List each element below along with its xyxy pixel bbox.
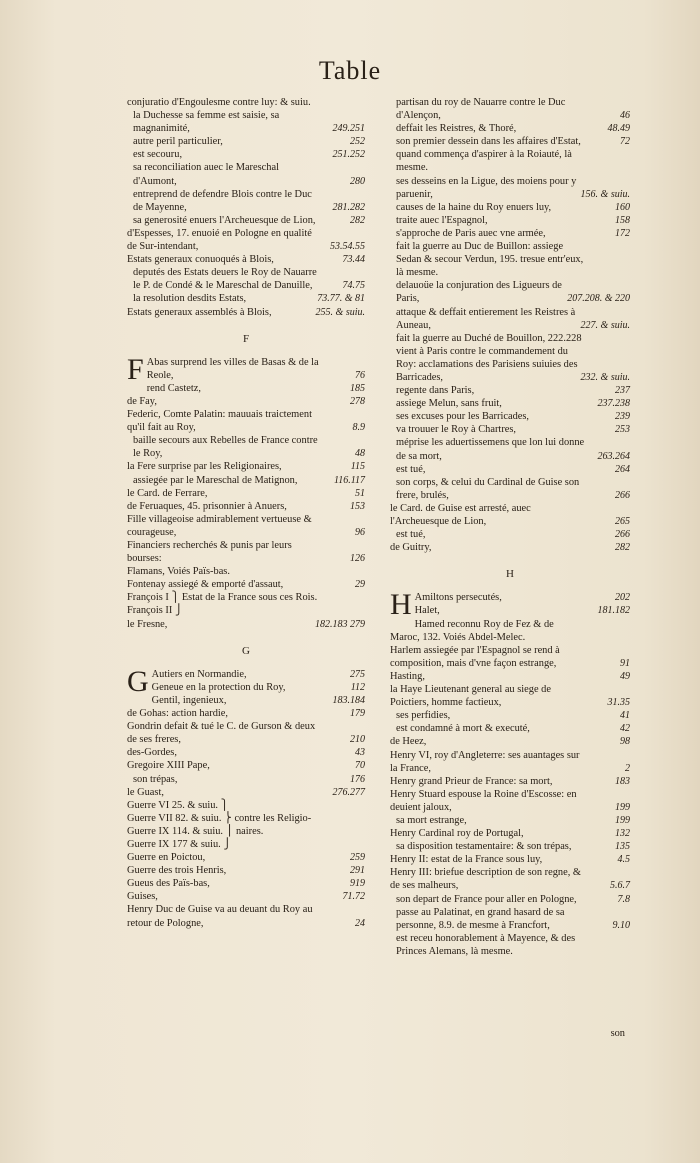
page-reference: 5.6.7 (610, 880, 630, 892)
page-reference: 7.8 (617, 893, 630, 905)
index-entry (127, 352, 365, 386)
page-reference: 116.117 (333, 474, 365, 486)
page-reference: 207.208. & 220 (567, 293, 630, 305)
entry-text: Guerre IX 114. & suiu. ⎪ naires. (127, 825, 264, 837)
entry-text: le Card. de Ferrare, (127, 487, 208, 499)
page-reference: 49 (620, 670, 630, 682)
entry-text: Hamed reconnu Roy de Fez & de Maroc, 132. Voiés Abdel-Melec. (390, 618, 554, 643)
entry-text: Harlem assiegée par l'Espagnol se rend à composition, mais d'vne façon estrange, (390, 644, 560, 669)
page-reference: 276.277 (332, 786, 365, 798)
index-entry (390, 148, 630, 174)
page-reference: 153 (350, 500, 365, 512)
entry-text: Henry III: briefue description de son regne, & de ses malheurs, (390, 867, 582, 892)
entry-text: le Card. de Guise est arresté, auec l'Archeuesque de Lion, (390, 502, 531, 527)
entry-text: Guerre des trois Henris, (127, 865, 227, 877)
entry-text: François II ⎭ (127, 605, 183, 617)
page-reference: 74.75 (342, 280, 365, 292)
entry-text: entreprend de defendre Blois contre le Duc de Mayenne, (133, 188, 312, 213)
page-reference: 24 (355, 917, 365, 929)
page-reference: 46 (620, 110, 630, 122)
entry-text: est tué, (396, 463, 426, 475)
index-entry (390, 397, 630, 410)
entry-text: son corps, & celui du Cardinal de Guise son frere, brulés, (396, 476, 580, 501)
page-reference: 210 (350, 734, 365, 746)
page-reference: 263.264 (597, 450, 630, 462)
page-reference: 8.9 (352, 422, 365, 434)
entry-text: Henry VI, roy d'Angleterre: ses auantages sur la France, (390, 749, 580, 774)
page-reference: 172 (615, 227, 630, 239)
index-entry (390, 788, 630, 814)
index-entry (390, 175, 630, 201)
index-entry (390, 722, 630, 735)
index-entry (127, 109, 365, 135)
entry-text: le Guast, (127, 786, 164, 798)
index-entry (127, 707, 365, 720)
page-reference: 237.238 (597, 398, 630, 410)
index-entry (390, 866, 630, 892)
index-entry (390, 214, 630, 227)
entry-text: le Fresne, (127, 618, 168, 630)
page-reference: 282 (615, 542, 630, 554)
entry-text: d'Espesses, 17. enuoié en Pologne en qualité de Sur-intendant, (127, 227, 312, 253)
index-entry (127, 253, 365, 266)
entry-text: Flamans, Voiés Païs-bas. (127, 566, 230, 578)
page-reference: 115 (350, 461, 365, 473)
index-entry (390, 528, 630, 541)
page-reference: 275 (350, 668, 365, 680)
index-entry (390, 345, 630, 384)
page-reference: 48 (355, 448, 365, 460)
entry-text: Abas surprend les villes de Basas & de la Reole, (146, 356, 319, 381)
page-reference: 919 (350, 878, 365, 890)
index-entry (127, 786, 365, 799)
entry-text: assiege Melun, sans fruit, (396, 398, 502, 410)
index-entry (127, 890, 365, 903)
entry-text: de Fay, (127, 395, 157, 407)
entry-text: Autiers en Normandie, (151, 668, 247, 680)
page-reference: 43 (355, 747, 365, 759)
entry-text: Gentil, ingenieux, (151, 694, 227, 706)
section-letter: G (242, 644, 250, 657)
entry-text: Fontenay assiegé & emporté d'assaut, (127, 579, 284, 591)
index-entry (127, 96, 365, 109)
index-entry (127, 825, 365, 838)
page-reference: 96 (355, 526, 365, 538)
index-entry (127, 903, 365, 929)
index-entry (127, 877, 365, 890)
index-entry (390, 279, 630, 305)
page-reference: 126 (350, 553, 365, 565)
page-reference: 2 (625, 762, 630, 774)
index-entry (390, 618, 630, 644)
index-entry (127, 408, 365, 434)
index-entry (127, 161, 365, 187)
page-reference: 251.252 (332, 149, 365, 161)
page-reference: 112 (350, 681, 365, 693)
page-reference: 48.49 (607, 123, 630, 135)
index-column-left (127, 96, 365, 930)
index-entry (127, 799, 365, 812)
page-reference: 282 (350, 214, 365, 226)
entry-text: est tué, (396, 529, 426, 541)
index-entry (127, 838, 365, 851)
page-reference: 253 (615, 424, 630, 436)
page-reference: 72 (620, 136, 630, 148)
page-reference: 9.10 (612, 919, 630, 931)
index-entry (127, 694, 365, 707)
page-reference: 183.184 (332, 694, 365, 706)
entry-text: de Guitry, (390, 542, 432, 554)
index-entry (390, 96, 630, 122)
page-reference: 259 (350, 852, 365, 864)
section-letter: H (506, 568, 514, 581)
index-entry (390, 893, 630, 906)
entry-text: sa reconciliation auec le Mareschal d'Aumont, (133, 162, 279, 187)
index-entry (390, 201, 630, 214)
entry-text: de Feruaques, 45. prisonnier à Anuers, (127, 500, 287, 512)
index-entry (127, 474, 365, 487)
index-entry (127, 773, 365, 786)
page-reference: 185 (350, 382, 365, 394)
index-entry (390, 541, 630, 554)
page-reference: 265 (615, 516, 630, 527)
entry-text: est receu honorablement à Mayence, & des Princes Alemans, là mesme. (396, 932, 576, 957)
entry-text: causes de la haine du Roy enuers luy, (396, 201, 552, 213)
page-reference: 4.5 (617, 854, 630, 866)
entry-text: sa generosité enuers l'Archeuesque de Lion, (133, 214, 316, 226)
entry-text: ses desseins en la Ligue, des moiens pour y paruenir, (396, 175, 577, 200)
index-entry (390, 814, 630, 827)
index-entry (127, 148, 365, 161)
section-letter: F (242, 332, 250, 345)
entry-text: Henry Cardinal roy de Portugal, (390, 828, 524, 840)
entry-text: ses excuses pour les Barricades, (396, 411, 530, 423)
page-reference: 29 (355, 579, 365, 591)
index-entry (127, 604, 365, 617)
drop-cap: H (390, 588, 412, 622)
page-reference: 91 (620, 657, 630, 669)
index-entry (390, 122, 630, 135)
page-reference: 199 (615, 801, 630, 813)
page-reference: 31.35 (607, 697, 630, 709)
index-entry (127, 746, 365, 759)
entry-text: la resolution desdits Estats, (133, 293, 247, 305)
index-entry (127, 500, 365, 513)
page-reference: 278 (350, 395, 365, 407)
index-entry (127, 720, 365, 746)
page-reference: 132 (615, 828, 630, 840)
entry-text: conjuratio d'Engoulesme contre luy: & suiu. (127, 97, 311, 108)
index-entry (390, 775, 630, 788)
page-reference: 182.183 279 (315, 618, 365, 630)
entry-text: quand commença d'aspirer à la Roiauté, là mesme. (396, 149, 572, 174)
entry-text: fait la guerre au Duché de Bouillon, 222.228 (396, 332, 582, 344)
page-reference: 249.251 (332, 123, 365, 135)
entry-text: Gueus des Païs-bas, (127, 878, 210, 890)
index-entry (390, 240, 630, 279)
entry-text: Federic, Comte Palatin: mauuais traictement qu'il fait au Roy, (127, 409, 312, 434)
entry-text: son premier dessein dans les affaires d'Estat, (396, 136, 581, 148)
index-entry (127, 460, 365, 473)
index-column-right (390, 96, 630, 958)
page-reference: 41 (620, 710, 630, 722)
index-entry (390, 906, 630, 932)
entry-text: passe au Palatinat, en grand hasard de sa personne, 8.9. de mesme à Francfort, (396, 906, 565, 931)
entry-text: Geneue en la protection du Roy, (151, 681, 286, 693)
entry-text: Guerre VI 25. & suiu. ⎫ (127, 799, 229, 811)
index-entry (127, 578, 365, 591)
entry-text: Financiers recherchés & punis par leurs bourses: (127, 540, 292, 565)
page-reference: 98 (620, 736, 630, 748)
index-entry (390, 476, 630, 502)
entry-text: la Duchesse sa femme est saisie, sa magnanimité, (133, 110, 280, 135)
entry-text: Guerre en Poictou, (127, 852, 206, 864)
page-reference: 232. & suiu. (580, 371, 630, 383)
entry-text: traite auec l'Espagnol, (396, 214, 488, 226)
entry-text: est secouru, (133, 149, 183, 161)
index-entry (127, 395, 365, 408)
index-entry (127, 382, 365, 395)
entry-text: ses perfidies, (396, 710, 451, 722)
index-entry (127, 851, 365, 864)
entry-text: Estats generaux assemblés à Blois, (127, 306, 272, 318)
index-entry (390, 463, 630, 476)
page-reference: 255. & suiu. (315, 306, 365, 318)
page-reference: 181.182 (597, 605, 630, 617)
index-entry (390, 749, 630, 775)
entry-text: sa mort estrange, (396, 814, 467, 826)
page-reference: 51 (355, 487, 365, 499)
page-reference: 252 (350, 136, 365, 148)
entry-text: va trouuer le Roy à Chartres, (396, 424, 517, 436)
index-entry (390, 709, 630, 722)
entry-text: Fille villageoise admirablement vertueuse & courageuse, (127, 513, 312, 538)
drop-cap: G (127, 664, 149, 698)
entry-text: regente dans Paris, (396, 385, 475, 397)
index-entry (127, 812, 365, 825)
index-entry (390, 410, 630, 423)
page-reference: 53.54.55 (330, 241, 365, 253)
page-reference: 76 (355, 369, 365, 381)
index-entry (390, 670, 630, 683)
index-entry (390, 384, 630, 397)
entry-text: Gondrin defait & tué le C. de Gurson & deux de ses freres, (127, 721, 316, 746)
index-entry (127, 864, 365, 877)
index-entry (127, 487, 365, 500)
entry-text: la Fere surprise par les Religionaires, (127, 461, 282, 473)
entry-text: autre peril particulier, (133, 136, 223, 148)
index-entry (390, 423, 630, 436)
index-entry (390, 827, 630, 840)
entry-text: Guises, (127, 891, 158, 903)
index-entry (127, 565, 365, 578)
page-reference: 42 (620, 723, 630, 735)
entry-text: la Haye Lieutenant general au siege de Poictiers, homme factieux, (390, 684, 551, 709)
entry-text: Guerre VII 82. & suiu. ⎬ contre les Religio- (127, 812, 312, 824)
entry-text: Henry II: estat de la France sous luy, (390, 854, 543, 866)
index-entry (127, 681, 365, 694)
entry-text: de Heez, (390, 736, 427, 748)
entry-text: Gregoire XIII Pape, (127, 760, 210, 772)
page-reference: 71.72 (342, 891, 365, 903)
page-reference: 135 (615, 841, 630, 853)
entry-text: des-Gordes, (127, 747, 177, 759)
index-entry (390, 227, 630, 240)
entry-text: assiegée par le Mareschal de Matignon, (133, 474, 298, 486)
entry-text: méprise les aduertissemens que lon lui donne de sa mort, (396, 437, 585, 462)
entry-text: François I ⎫ Estat de la France sous ces Rois. (127, 592, 318, 604)
page-reference: 291 (350, 865, 365, 877)
page-reference: 183 (615, 775, 630, 787)
page-reference: 227. & suiu. (580, 319, 630, 331)
page-reference: 70 (355, 760, 365, 772)
page-reference: 176 (350, 773, 365, 785)
index-entry (390, 853, 630, 866)
index-entry (127, 292, 365, 305)
page-reference: 160 (615, 201, 630, 213)
entry-text: vient à Paris contre le commandement du Roy: acclamations des Parisiens suiuies des Barricades, (396, 345, 578, 383)
page-reference: 158 (615, 214, 630, 226)
index-entry (127, 306, 365, 319)
page-reference: 237 (615, 385, 630, 397)
index-entry (390, 436, 630, 462)
index-entry (127, 759, 365, 772)
entry-text: partisan du roy de Nauarre contre le Duc d'Alençon, (396, 97, 566, 122)
page-title: Table (318, 56, 382, 85)
index-entry (127, 266, 365, 292)
entry-text: Henry Duc de Guise va au deuant du Roy au retour de Pologne, (127, 904, 313, 929)
page-reference: 264 (615, 463, 630, 475)
entry-text: son trépas, (133, 773, 178, 785)
page-reference: 156. & suiu. (580, 188, 630, 200)
page-reference: 73.44 (342, 254, 365, 266)
index-entry (390, 735, 630, 748)
entry-text: Amiltons persecutés, (414, 592, 502, 604)
page-reference: 179 (350, 708, 365, 720)
page-reference: 280 (350, 175, 365, 187)
index-entry (390, 332, 630, 345)
index-entry (390, 840, 630, 853)
index-entry (127, 135, 365, 148)
index-entry (390, 683, 630, 709)
catchword: son (610, 1028, 625, 1039)
entry-text: delauoüe la conjuration des Ligueurs de Paris, (396, 280, 562, 305)
drop-cap: F (127, 352, 144, 386)
entry-text: Henry grand Prieur de France: sa mort, (390, 775, 553, 787)
page-reference: 266 (615, 489, 630, 501)
entry-text: deffait les Reistres, & Thoré, (396, 123, 517, 135)
index-entry (127, 539, 365, 565)
entry-text: Estats generaux conuoqués à Blois, (127, 254, 274, 266)
index-entry (390, 604, 630, 617)
page-reference: 239 (615, 411, 630, 423)
index-entry (127, 227, 365, 253)
entry-text: de Gohas: action hardie, (127, 708, 228, 720)
entry-text: s'approche de Paris auec vne armée, (396, 227, 546, 239)
entry-text: deputés des Estats deuers le Roy de Nauarre le P. de Condé & le Mareschal de Danuille, (133, 267, 317, 292)
index-entry (390, 644, 630, 670)
entry-text: son depart de France pour aller en Pologne, (396, 893, 577, 905)
index-entry (127, 591, 365, 604)
entry-text: baille secours aux Rebelles de France contre le Roy, (133, 435, 318, 460)
entry-text: rend Castetz, (146, 382, 201, 394)
entry-text: est condamné à mort & executé, (396, 723, 530, 735)
entry-text: Henry Stuard espouse la Roine d'Escosse: en deuient jaloux, (390, 788, 577, 813)
page-reference: 202 (615, 592, 630, 604)
entry-text: sa disposition testamentaire: & son trépas, (396, 841, 572, 853)
page-reference: 199 (615, 814, 630, 826)
entry-text: Halet, (414, 605, 440, 617)
entry-text: attaque & deffait entierement les Reistres à Auneau, (396, 306, 576, 331)
page-reference: 266 (615, 529, 630, 541)
page-reference: 281.282 (332, 201, 365, 213)
index-entry (390, 502, 630, 528)
page-reference: 73.77. & 81 (317, 293, 365, 305)
index-entry (390, 135, 630, 148)
index-entry (390, 932, 630, 958)
index-entry (127, 188, 365, 214)
entry-text: Guerre IX 177 & suiu. ⎭ (127, 838, 232, 850)
index-entry (127, 214, 365, 227)
entry-text: Hasting, (390, 670, 425, 682)
index-entry (390, 306, 630, 332)
index-entry (127, 618, 365, 631)
index-entry (127, 513, 365, 539)
index-entry (127, 434, 365, 460)
entry-text: fait la guerre au Duc de Buillon: assiege Sedan & secour Verdun, 195. tresue entr'eux, là mesme. (396, 241, 584, 279)
